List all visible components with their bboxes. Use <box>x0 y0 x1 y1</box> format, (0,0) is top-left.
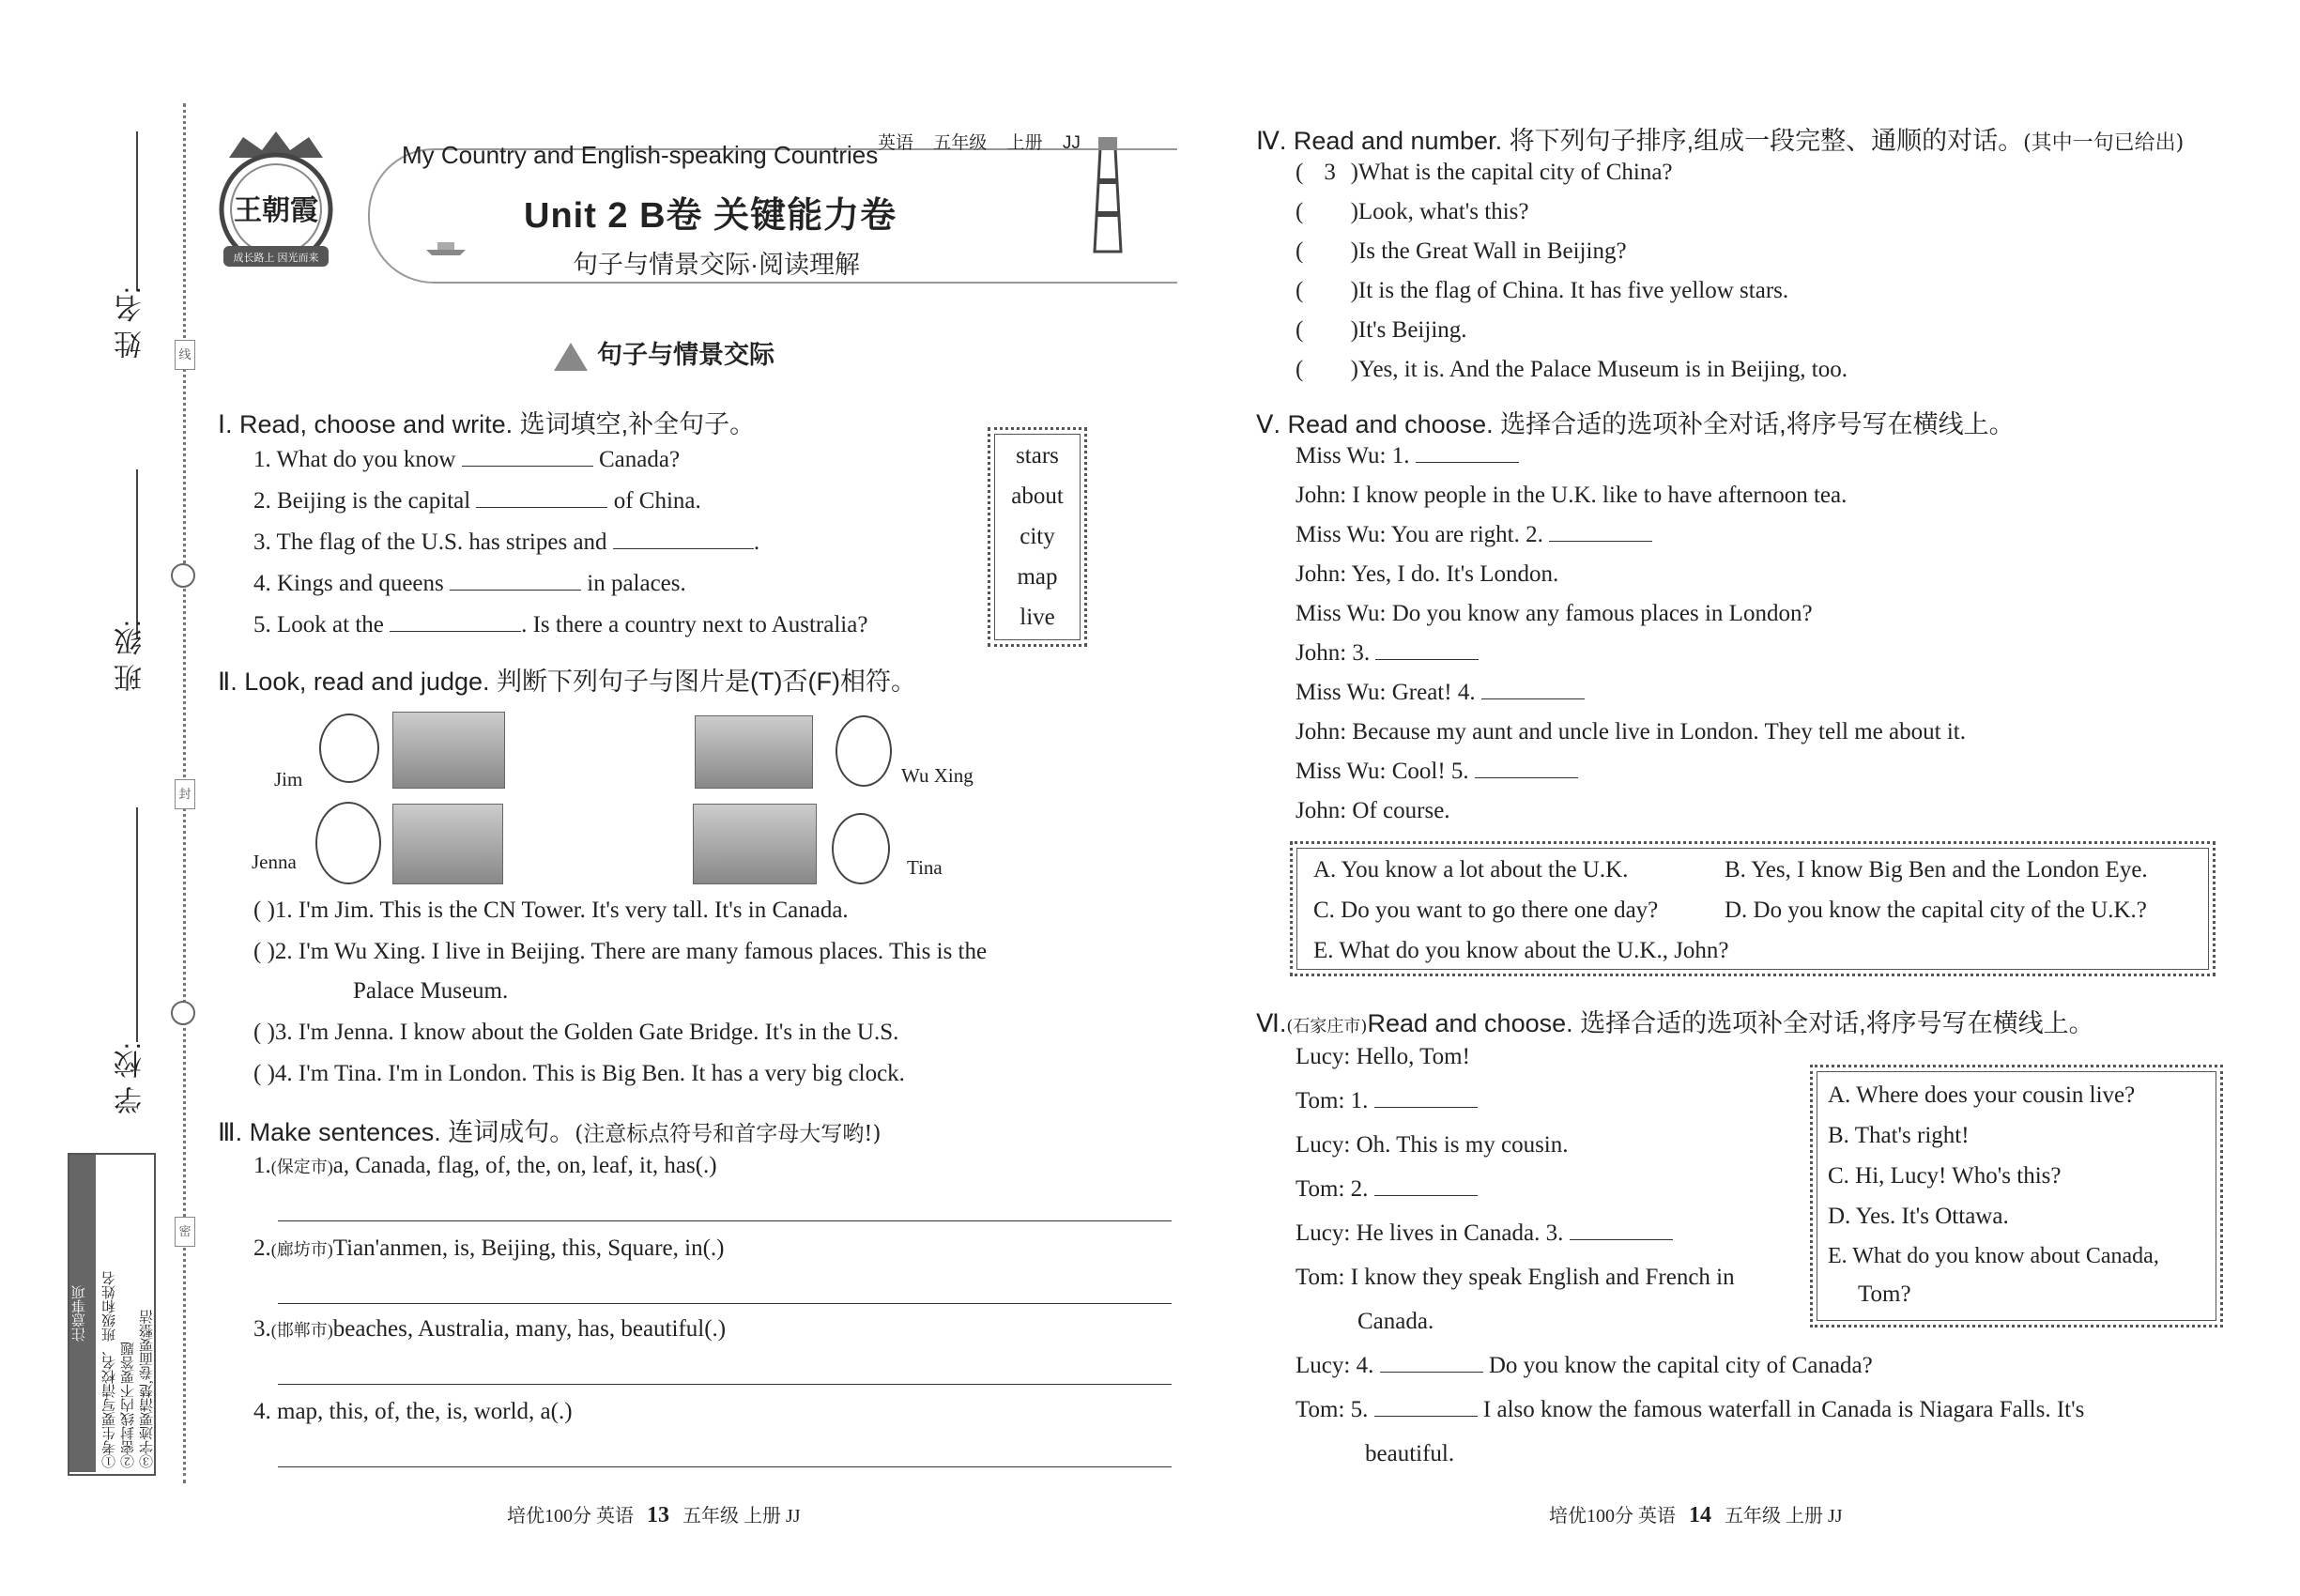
answer-blank[interactable] <box>1416 462 1519 463</box>
footer-left <box>507 1500 801 1528</box>
q3-note: (注意标点符号和首字母大写哟!) <box>575 1122 882 1146</box>
sentence-text: Canada? <box>599 447 681 472</box>
logo-slogan: 成长路上 因光而来 <box>233 253 319 264</box>
scrambled-words: a, Canada, flag, of, the, on, leaf, it, has(.) <box>332 1153 717 1178</box>
q6-number: Ⅵ. <box>1256 1009 1287 1037</box>
q6-options-box <box>1810 1065 2223 1327</box>
dialogue-text: John: 3. <box>1296 640 1371 666</box>
option: E. What do you know about Canada, <box>1828 1244 2159 1268</box>
sentence-text: 2. Beijing is the capital <box>253 488 471 514</box>
section-banner-text: 句子与情景交际 <box>597 341 774 369</box>
dialogue-line: Lucy: Oh. This is my cousin. <box>1296 1132 1569 1158</box>
city-tag: (廊坊市) <box>270 1240 333 1259</box>
series-title: My Country and English-speaking Countries <box>402 141 879 169</box>
dialogue-line: )What is the capital city of China? <box>1350 160 1673 185</box>
book-meta <box>878 129 1096 154</box>
footer-text: 培优100分 英语 <box>507 1506 634 1527</box>
exam-note: ②密封线内不要答题 <box>121 1342 136 1468</box>
word-bank-item: stars <box>1016 443 1059 468</box>
class-label: 班 级: <box>115 620 146 692</box>
answer-line[interactable] <box>278 1466 1172 1467</box>
item-number: 2. <box>253 1235 271 1261</box>
niagara-falls-photo <box>392 712 505 789</box>
sentence-text: in palaces. <box>587 571 686 596</box>
q3-item-3 <box>253 1316 726 1343</box>
q4-item: ( )Yes, it is. And the Palace Museum is in Beijing, too. <box>1296 357 1848 382</box>
dialogue-line: John: Of course. <box>1296 798 1450 823</box>
seal-mark-line: 线 <box>175 340 195 370</box>
word-bank-item: about <box>1011 483 1064 509</box>
order-slot[interactable]: 3 <box>1324 160 1336 185</box>
word-bank-item: live <box>1020 605 1055 630</box>
page-number: 14 <box>1689 1503 1711 1527</box>
option: E. What do you know about the U.K., John? <box>1313 938 1729 963</box>
q5-dialogue <box>1296 443 1966 837</box>
dialogue-line: John: I know people in the U.K. like to have afternoon tea. <box>1296 483 1848 508</box>
word-bank-box <box>988 427 1087 647</box>
sail-icon <box>554 343 588 371</box>
girl-cartoon-icon <box>832 813 890 884</box>
answer-blank[interactable] <box>1375 659 1479 660</box>
option: C. Hi, Lucy! Who's this? <box>1828 1163 2062 1189</box>
q1-sentence-1 <box>253 447 680 473</box>
meta-grade: 五年级 <box>933 133 988 153</box>
q1-sentence-4 <box>253 571 686 597</box>
scrambled-words: map, this, of, the, is, world, a(.) <box>277 1399 573 1424</box>
q2-item-4: ( )4. I'm Tina. I'm in London. This is Big Ben. It has a very big clock. <box>253 1061 905 1086</box>
option: B. That's right! <box>1828 1123 1970 1148</box>
q4-item: ( )Is the Great Wall in Beijing? <box>1296 238 1627 264</box>
q4-title-text: Ⅳ. Read and number. 将下列句子排序,组成一段完整、通顺的对话。 <box>1256 127 2024 155</box>
binding-strip <box>0 0 192 1596</box>
dialogue-text: Tom: 5. <box>1296 1397 1369 1422</box>
option: C. Do you want to go there one day? <box>1313 898 1659 923</box>
answer-blank[interactable] <box>613 548 754 549</box>
class-write-line[interactable] <box>136 469 138 638</box>
dialogue-line: John: Yes, I do. It's London. <box>1296 561 1559 587</box>
scrambled-words: beaches, Australia, many, has, beautiful(.) <box>332 1316 727 1342</box>
word-bank-item: map <box>1017 564 1058 590</box>
dialogue-line: Canada. <box>1357 1309 1434 1334</box>
boy-cartoon-icon <box>836 715 892 787</box>
q2-item-1: ( )1. I'm Jim. This is the CN Tower. It's very tall. It's in Canada. <box>253 898 849 923</box>
dialogue-line: )Is the Great Wall in Beijing? <box>1350 238 1627 264</box>
q3-title <box>218 1112 881 1148</box>
name-tina: Tina <box>907 856 943 879</box>
footer-text: 培优100分 英语 <box>1549 1506 1676 1527</box>
dialogue-line <box>1296 759 1966 798</box>
dialogue-line: Miss Wu: Do you know any famous places in London? <box>1296 601 1813 626</box>
q1-sentence-3 <box>253 529 759 556</box>
unit-title: Unit 2 B卷 关键能力卷 <box>524 196 897 236</box>
unit-subtitle: 句子与情景交际·阅读理解 <box>573 251 860 279</box>
school-write-line[interactable] <box>136 807 138 1042</box>
seal-mark-secret: 密 <box>175 1217 195 1247</box>
word-bank-item: city <box>1020 524 1055 549</box>
answer-blank[interactable] <box>476 507 607 508</box>
city-skyline-photo <box>392 804 503 884</box>
dialogue-line: )Look, what's this? <box>1350 199 1529 224</box>
item-number: 3. <box>253 1316 271 1342</box>
dialogue-text: I also know the famous waterfall in Canada is Niagara Falls. It's <box>1482 1397 2085 1422</box>
girl-cartoon-icon <box>315 802 381 884</box>
page-number: 13 <box>647 1503 669 1527</box>
q3-item-4 <box>253 1399 573 1425</box>
q1-title: Ⅰ. Read, choose and write. 选词填空,补全句子。 <box>218 410 756 438</box>
q4-item: ( )Look, what's this? <box>1296 199 1529 224</box>
answer-blank[interactable] <box>1374 1107 1478 1108</box>
q2-item-3: ( )3. I'm Jenna. I know about the Golden Gate Bridge. It's in the U.S. <box>253 1020 899 1045</box>
lighthouse-icon <box>1080 130 1136 261</box>
answer-blank[interactable] <box>462 466 593 467</box>
dialogue-line: beautiful. <box>1365 1441 1455 1466</box>
answer-blank[interactable] <box>1380 1372 1483 1373</box>
dialogue-line: John: Because my aunt and uncle live in London. They tell me about it. <box>1296 719 1966 744</box>
exam-note: ③字迹要清楚,卷面要整洁 <box>140 1310 155 1468</box>
school-label: 学 校: <box>115 1042 146 1114</box>
sentence-text: 4. Kings and queens <box>253 571 444 596</box>
q4-note: (其中一句已给出) <box>2023 131 2185 155</box>
q1-sentence-2 <box>253 488 701 514</box>
exam-note: ①考生要写清校名、班级和姓名 <box>102 1271 117 1468</box>
logo-text: 王朝霞 <box>234 195 318 226</box>
dialogue-text: Tom: 2. <box>1296 1176 1369 1202</box>
sentence-text: 5. Look at the <box>253 612 384 637</box>
dialogue-line <box>1296 443 1966 483</box>
dialogue-line <box>1296 522 1966 561</box>
sentence-text: . <box>753 529 760 555</box>
city-tag: (石家庄市) <box>1286 1017 1368 1036</box>
meta-edition: JJ <box>1062 133 1081 153</box>
name-jim: Jim <box>274 768 303 790</box>
item-number: 4. <box>253 1399 271 1424</box>
q6-title <box>1256 1003 2094 1039</box>
footer-right <box>1549 1500 1843 1528</box>
dialogue-line: )Yes, it is. And the Palace Museum is in Beijing, too. <box>1350 357 1848 382</box>
q4-title <box>1256 120 2184 157</box>
footer-text: 五年级 上册 JJ <box>682 1506 801 1527</box>
name-wu-xing: Wu Xing <box>901 764 974 787</box>
q6-title-text: Read and choose. 选择合适的选项补全对话,将序号写在横线上。 <box>1367 1009 2094 1037</box>
q4-item: ( 3 )What is the capital city of China? <box>1296 160 1673 185</box>
dialogue-text: Lucy: 4. <box>1296 1353 1374 1378</box>
footer-text: 五年级 上册 JJ <box>1725 1506 1843 1527</box>
binding-hole-icon <box>171 1001 195 1025</box>
option: A. You know a lot about the U.K. <box>1313 857 1629 882</box>
answer-blank[interactable] <box>450 590 581 591</box>
palace-museum-photo <box>695 715 813 789</box>
name-write-line[interactable] <box>136 131 138 291</box>
name-label: 姓 名: <box>115 286 146 359</box>
dialogue-line <box>1296 1397 2084 1441</box>
option: D. Yes. It's Ottawa. <box>1828 1204 2009 1229</box>
dialogue-line: )It is the flag of China. It has five yellow stars. <box>1350 278 1789 303</box>
option: D. Do you know the capital city of the U.K.? <box>1725 898 2147 923</box>
option: A. Where does your cousin live? <box>1828 1082 2136 1108</box>
dialogue-line: Tom: I know they speak English and French in <box>1296 1265 1735 1290</box>
big-ben-photo <box>693 804 817 884</box>
answer-blank[interactable] <box>390 631 521 632</box>
meta-volume: 上册 <box>1006 133 1043 153</box>
item-number: 1. <box>253 1153 271 1178</box>
answer-line[interactable] <box>278 1384 1172 1385</box>
dialogue-text: Lucy: He lives in Canada. 3. <box>1296 1220 1564 1246</box>
answer-blank[interactable] <box>1570 1239 1673 1240</box>
name-jenna: Jenna <box>252 851 297 873</box>
q3-item-1 <box>253 1153 717 1179</box>
sentence-text: of China. <box>613 488 701 514</box>
q4-item: ( )It's Beijing. <box>1296 317 1467 343</box>
dialogue-text: Miss Wu: 1. <box>1296 443 1410 468</box>
dialogue-text: Tom: 1. <box>1296 1088 1369 1113</box>
exam-notes-title: 注意事项 <box>69 1155 96 1472</box>
dialogue-line: Lucy: Hello, Tom! <box>1296 1044 1470 1069</box>
answer-line[interactable] <box>278 1303 1172 1304</box>
scrambled-words: Tian'anmen, is, Beijing, this, Square, in(.) <box>332 1235 725 1261</box>
dialogue-text: Miss Wu: Cool! 5. <box>1296 759 1469 784</box>
q2-item-2-cont: Palace Museum. <box>353 978 509 1004</box>
meta-subject: 英语 <box>878 133 914 153</box>
city-tag: (保定市) <box>270 1158 333 1176</box>
city-tag: (邯郸市) <box>270 1321 333 1340</box>
exam-notes-box <box>68 1153 156 1476</box>
answer-line[interactable] <box>278 1220 1172 1221</box>
q3-title-text: Ⅲ. Make sentences. 连词成句。 <box>218 1118 575 1146</box>
answer-blank[interactable] <box>1549 541 1652 542</box>
dialogue-text: Do you know the capital city of Canada? <box>1488 1353 1873 1378</box>
seal-mark-seal: 封 <box>175 779 195 809</box>
ship-icon <box>422 237 469 257</box>
dialogue-line: )It's Beijing. <box>1350 317 1467 343</box>
section-banner <box>554 334 774 371</box>
boy-cartoon-icon <box>319 714 379 783</box>
dialogue-text: Miss Wu: You are right. 2. <box>1296 522 1543 547</box>
q5-title: Ⅴ. Read and choose. 选择合适的选项补全对话,将序号写在横线上。 <box>1256 410 2015 438</box>
publisher-logo <box>210 130 342 270</box>
sentence-text: 1. What do you know <box>253 447 456 472</box>
option: B. Yes, I know Big Ben and the London Eye. <box>1725 857 2148 882</box>
dialogue-line <box>1296 1353 2084 1397</box>
q2-item-2: ( )2. I'm Wu Xing. I live in Beijing. There are many famous places. This is the <box>253 939 988 964</box>
q1-sentence-5 <box>253 612 867 638</box>
dialogue-line <box>1296 640 1966 680</box>
q3-item-2 <box>253 1235 725 1262</box>
q4-item: ( )It is the flag of China. It has five yellow stars. <box>1296 278 1789 303</box>
dialogue-line <box>1296 680 1966 719</box>
q5-options-box <box>1290 841 2216 976</box>
dialogue-text: Miss Wu: Great! 4. <box>1296 680 1476 705</box>
answer-blank[interactable] <box>1374 1416 1478 1417</box>
binding-hole-icon <box>171 563 195 588</box>
answer-blank[interactable] <box>1475 777 1578 778</box>
sentence-text: 3. The flag of the U.S. has stripes and <box>253 529 607 555</box>
option-cont: Tom? <box>1858 1281 1911 1307</box>
q2-title: Ⅱ. Look, read and judge. 判断下列句子与图片是(T)否(F)相符。 <box>218 668 916 696</box>
sentence-text: . Is there a country next to Australia? <box>521 612 868 637</box>
answer-blank[interactable] <box>1481 698 1585 699</box>
answer-blank[interactable] <box>1374 1195 1478 1196</box>
